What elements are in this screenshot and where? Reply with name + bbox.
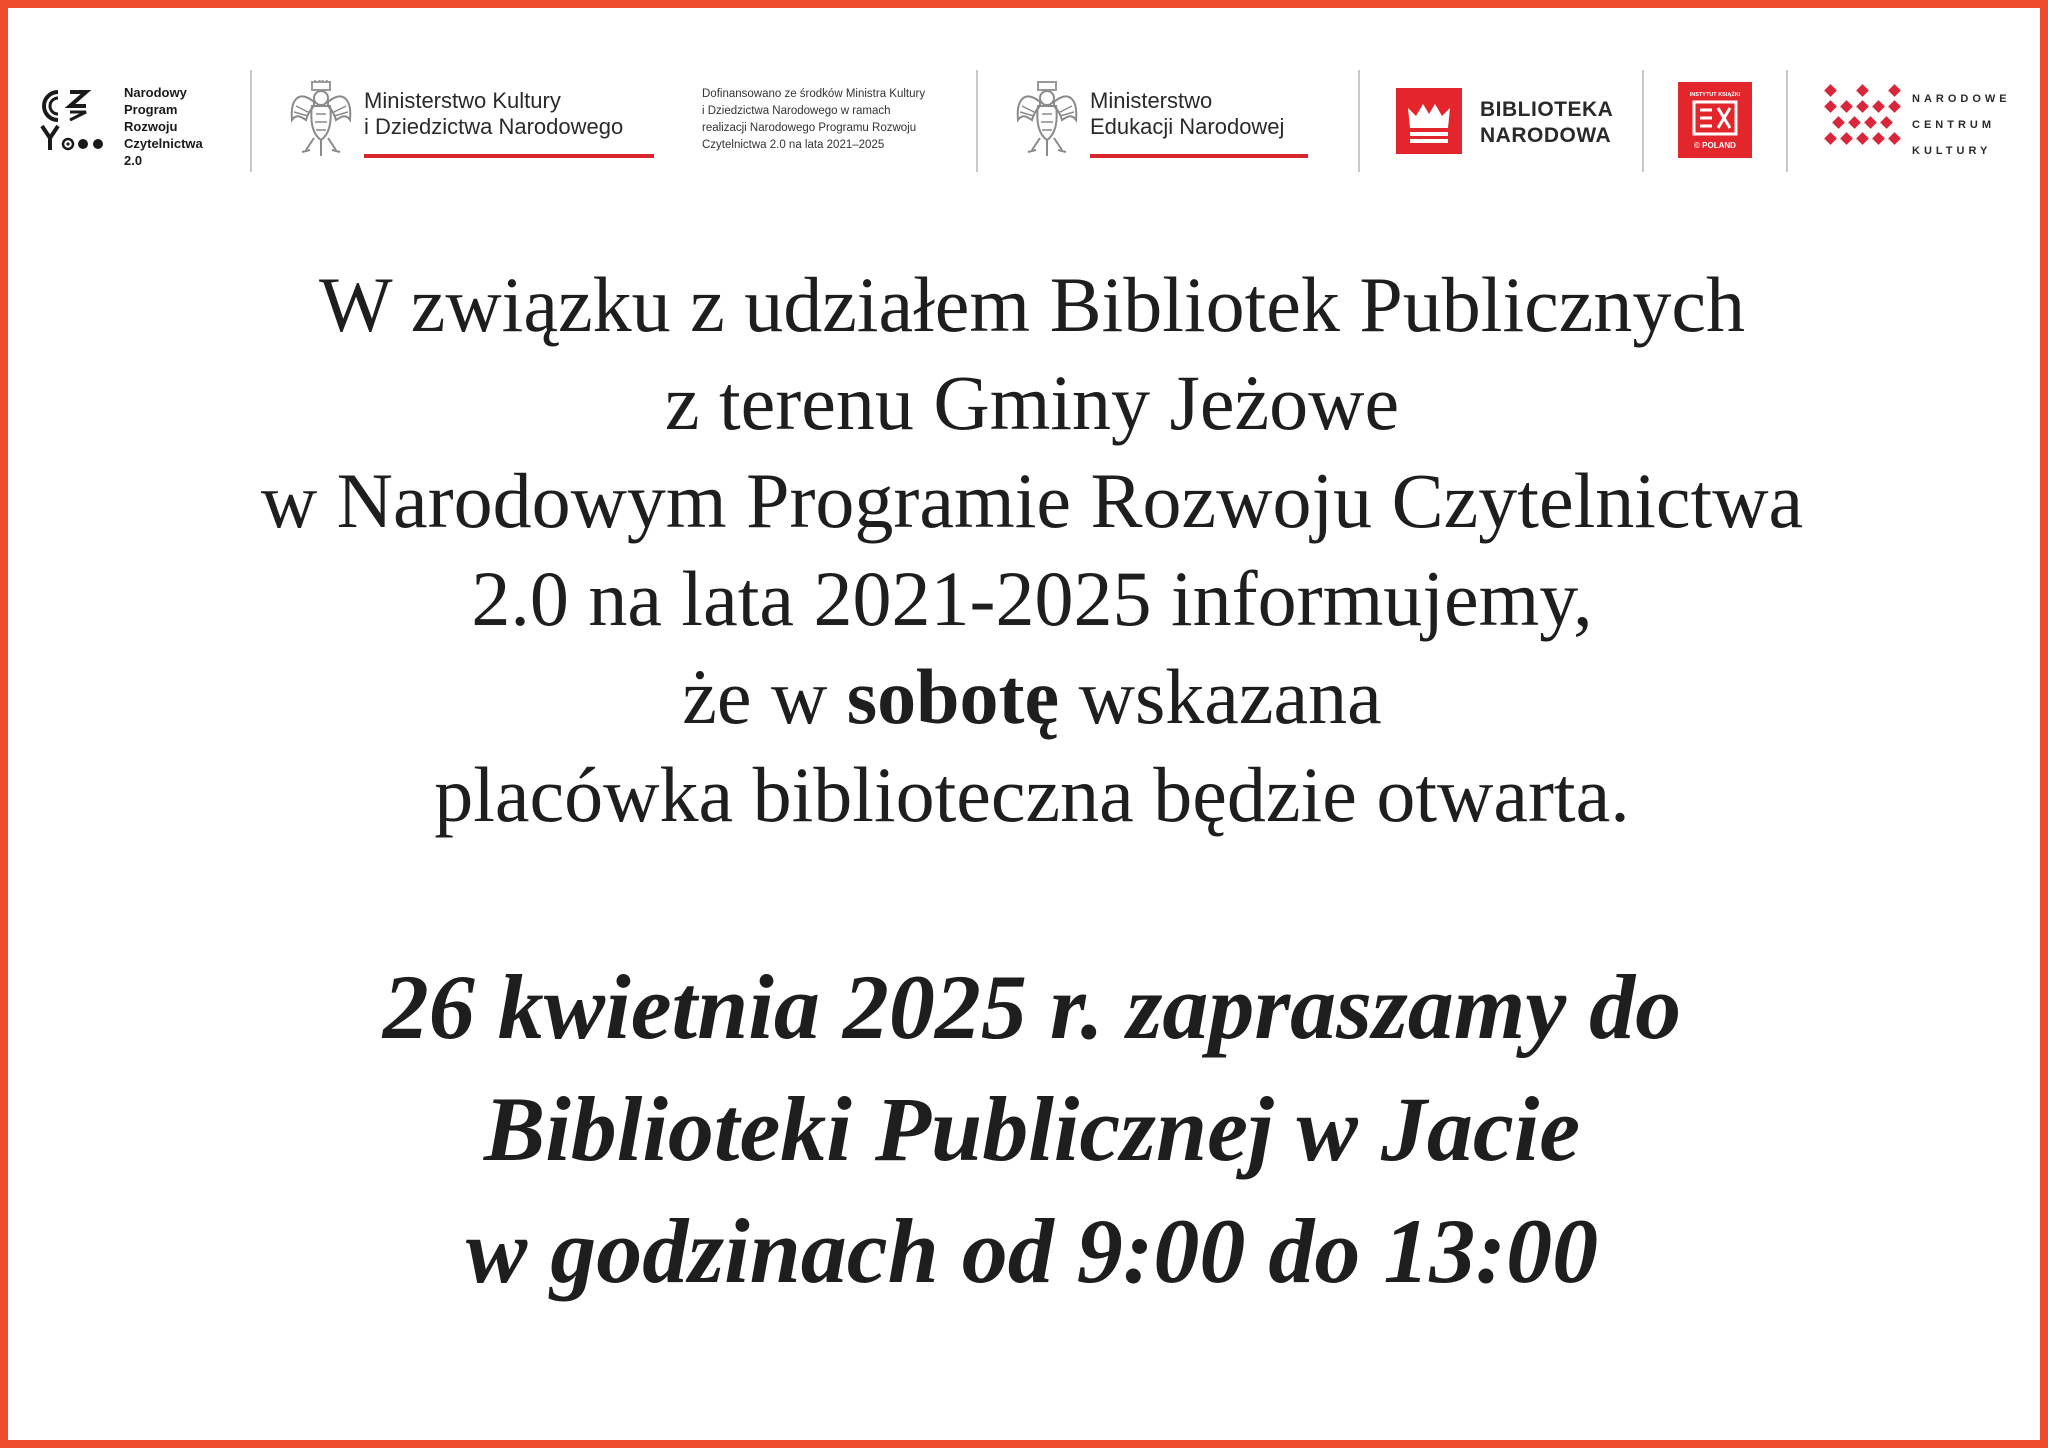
nprc-line: 2.0 bbox=[124, 153, 143, 168]
nck-line: KULTURY bbox=[1912, 145, 1992, 157]
nck-line: CENTRUM bbox=[1912, 119, 1995, 131]
ministry-education-logo bbox=[1014, 66, 1354, 178]
instytut-ksiazki-icon bbox=[1678, 82, 1752, 158]
ministry-culture-line: Ministerstwo Kultury bbox=[364, 88, 561, 113]
nprc-line: Rozwoju bbox=[124, 119, 178, 134]
funding-note-line: realizacji Narodowego Programu Rozwoju bbox=[702, 122, 917, 134]
ministry-education-red-bar bbox=[1090, 154, 1308, 158]
announcement-text bbox=[48, 256, 2016, 844]
ministry-education-name bbox=[1090, 88, 1284, 140]
ministry-culture-red-bar bbox=[364, 154, 654, 158]
ministry-culture-name bbox=[364, 88, 623, 140]
nprc-line: Czytelnictwa bbox=[124, 136, 203, 151]
white-eagle-icon bbox=[1014, 80, 1080, 160]
biblioteka-narodowa-name bbox=[1480, 97, 1613, 149]
nck-pattern-icon bbox=[1824, 84, 1902, 154]
announcement-line: z terenu Gminy Jeżowe bbox=[664, 359, 1400, 446]
logo-divider bbox=[250, 70, 252, 172]
announcement-fragment: wskazana bbox=[1059, 653, 1382, 740]
funding-note-line: i Dziedzictwa Narodowego w ramach bbox=[702, 105, 891, 117]
instytut-ksiazki-mark bbox=[1678, 82, 1752, 158]
announcement-line: w Narodowym Programie Rozwoju Czytelnictwa bbox=[260, 457, 1804, 544]
nprc-logo bbox=[30, 66, 203, 178]
logo-divider bbox=[1786, 70, 1788, 172]
logo-divider bbox=[1358, 70, 1360, 172]
instytut-ksiazki-logo bbox=[1678, 66, 1758, 178]
announcement-fragment: że w bbox=[682, 653, 847, 740]
ministry-culture-line: i Dziedzictwa Narodowego bbox=[364, 114, 624, 139]
nck-name bbox=[1912, 86, 2011, 164]
ministry-education-line: Edukacji Narodowej bbox=[1090, 114, 1285, 139]
nprc-mark-icon bbox=[36, 86, 106, 154]
announcement-line: 2.0 na lata 2021-2025 informujemy, bbox=[471, 555, 1593, 642]
ministry-education-line: Ministerstwo bbox=[1090, 88, 1213, 113]
funding-note bbox=[702, 66, 972, 178]
sponsor-logos bbox=[30, 66, 2020, 178]
invitation-date-line: 26 kwietnia 2025 r. zapraszamy do bbox=[382, 956, 1682, 1058]
nck-logo bbox=[1824, 66, 2014, 178]
ik-top-label: INSTYTUT KSIĄŻKI bbox=[1689, 92, 1741, 98]
logo-divider bbox=[976, 70, 978, 172]
logo-divider bbox=[1642, 70, 1644, 172]
announcement-line-saturday bbox=[48, 648, 2016, 746]
biblioteka-narodowa-mark bbox=[1396, 88, 1462, 154]
bn-line: NARODOWA bbox=[1480, 124, 1612, 147]
nprc-line: Narodowy bbox=[124, 85, 187, 100]
white-eagle-icon bbox=[288, 80, 354, 160]
ik-bottom-label: © POLAND bbox=[1694, 141, 1736, 150]
invitation-hours-line: w godzinach od 9:00 do 13:00 bbox=[465, 1200, 1599, 1302]
funding-note-line: Czytelnictwa 2.0 na lata 2021–2025 bbox=[702, 139, 885, 151]
announcement-line: placówka biblioteczna będzie otwarta. bbox=[434, 751, 1630, 838]
nck-line: NARODOWE bbox=[1912, 93, 2011, 105]
invitation-text bbox=[48, 946, 2016, 1312]
nprc-name bbox=[124, 84, 203, 169]
ministry-culture-logo bbox=[288, 66, 708, 178]
invitation-place-line: Biblioteki Publicznej w Jacie bbox=[483, 1078, 1581, 1180]
crown-icon bbox=[1396, 88, 1462, 154]
saturday-emphasis: sobotę bbox=[846, 653, 1060, 740]
biblioteka-narodowa-logo bbox=[1396, 66, 1636, 178]
funding-note-line: Dofinansowano ze środków Ministra Kultury bbox=[702, 88, 926, 100]
announcement-line: W związku z udziałem Bibliotek Publicznych bbox=[319, 261, 1745, 348]
bn-line: BIBLIOTEKA bbox=[1480, 98, 1614, 121]
nprc-line: Program bbox=[124, 102, 178, 117]
